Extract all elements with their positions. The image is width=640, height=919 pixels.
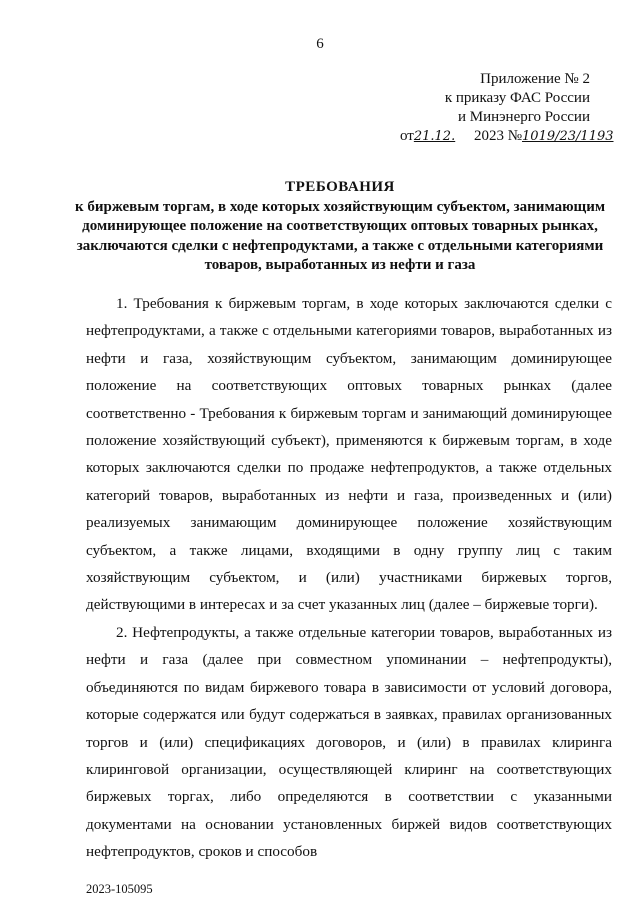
paragraph-2: 2. Нефтепродукты, а также отдельные категории товаров, выработанных из нефти и газа (далее при совместном упоминании – нефтепродукты), объединяются по видам биржевого товара в зависимости от условий договора, которые содержатся или будут содержаться в заявках, правилах организованных торгов и (или) спецификациях договоров, и (или) в правилах клиринга клиринговой организации, осуществляющей клиринг на соответствующих биржевых торгах, либо определяются в соответствии с указанными документами на основании установленных биржей видов соответствующих нефтепродуктов, сроков и способов (86, 623, 612, 861)
appendix-title: Приложение № 2 (480, 71, 590, 87)
document-title: ТРЕБОВАНИЯ (285, 179, 395, 195)
document-subtitle: к биржевым торгам, в ходе которых хозяйствующим субъектом, занимающим доминирующее положение на соответствующих оптовых товарных рынках, заключаются сделки с нефтепродуктами, а также с отдельными категориями товаров, выработанных из нефти и газа (74, 198, 606, 273)
appendix-header (380, 70, 614, 146)
appendix-order-date-number (380, 127, 614, 146)
document-title-block (70, 178, 610, 276)
order-number-handwritten: 1019/23/1193 (522, 129, 614, 144)
order-prefix: от (400, 128, 414, 144)
page-number: 6 (316, 36, 324, 52)
appendix-ministry: и Минэнерго России (457, 109, 590, 125)
order-year: 2023 № (473, 128, 523, 144)
paragraph-1: 1. Требования к биржевым торгам, в ходе которых заключаются сделки с нефтепродуктами, а также с отдельными категориями товаров, выработанных из нефти и газа, хозяйствующим субъектом, занимающим доминирующее положение на соответствующих оптовых товарных рынках (далее соответственно - Требования к биржевым торгам и занимающий доминирующее положение хозяйствующий субъект), применяются к биржевым торгам, в ходе которых заключаются сделки по продаже нефтепродуктов, а также отдельных категорий товаров, выработанных из нефти и газа, произведенных и (или) реализуемых занимающим доминирующее положение хозяйствующим субъектом, а также лицами, входящими в одну группу лиц с таким хозяйствующим субъектом, и (или) участниками биржевых торгов, действующими в интересах и за счет указанных лиц (далее – биржевые торги). (86, 295, 612, 614)
appendix-order-ref: к приказу ФАС России (444, 90, 590, 106)
document-body (86, 290, 612, 866)
document-footer-code: 2023-105095 (86, 882, 153, 896)
order-date-handwritten: 21.12. (413, 129, 456, 144)
